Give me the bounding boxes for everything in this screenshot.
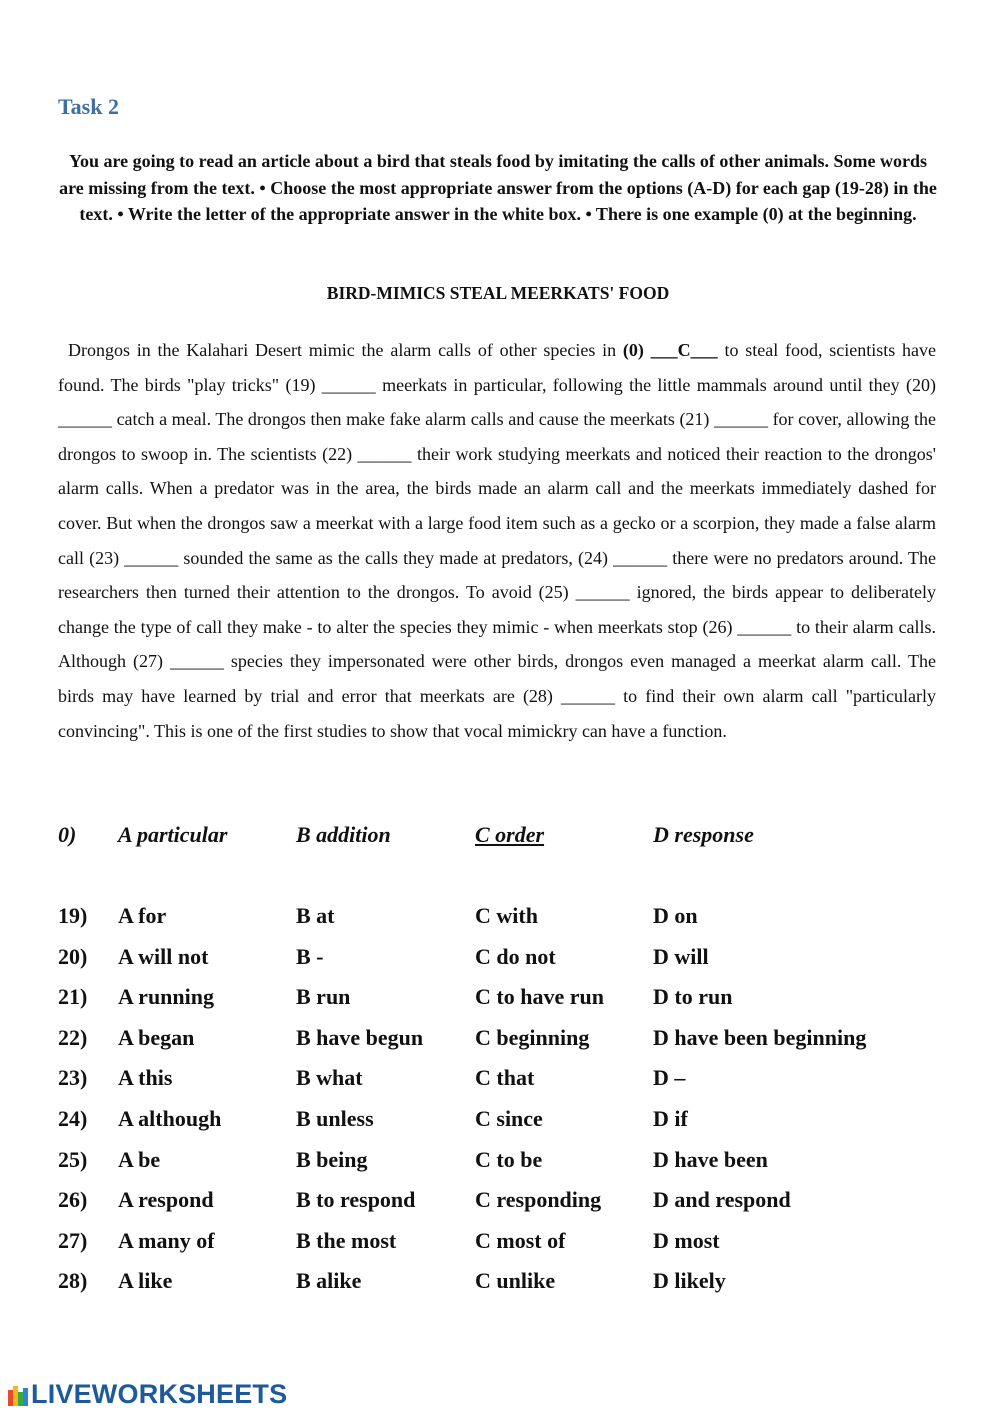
question-options-row	[58, 984, 938, 1014]
option-d: D have been beginning	[653, 1024, 867, 1050]
option-a: A be	[118, 1146, 161, 1172]
task-title: Task 2	[58, 94, 119, 119]
question-number: 27)	[58, 1227, 88, 1253]
option-c: C to be	[475, 1146, 543, 1172]
example-options-row	[58, 822, 938, 852]
option-d: D if	[653, 1106, 688, 1131]
example-gap-answer: ___C___	[650, 340, 718, 360]
question-number: 21)	[58, 984, 88, 1010]
option-c: C responding	[475, 1187, 602, 1213]
option-b: B addition	[296, 822, 391, 847]
option-d: D and respond	[653, 1187, 791, 1213]
article-text	[58, 333, 936, 748]
question-number: 20)	[58, 943, 88, 969]
question-options-row	[58, 1065, 938, 1095]
option-d: D response	[653, 822, 754, 847]
option-c-correct: C order	[475, 822, 545, 847]
option-c: C to have run	[475, 984, 604, 1010]
option-b: B being	[296, 1146, 368, 1172]
option-a: A like	[118, 1268, 173, 1294]
question-options-row	[58, 1106, 938, 1136]
question-options-row	[58, 1147, 938, 1177]
option-a: A although	[118, 1106, 222, 1131]
logo-text: LIVEWORKSHEETS	[31, 1378, 288, 1409]
option-d: D on	[653, 903, 698, 928]
option-c: C beginning	[475, 1024, 590, 1050]
question-options-row	[58, 1228, 938, 1258]
question-options-row	[58, 903, 938, 933]
option-c: C with	[475, 903, 538, 928]
question-number: 22)	[58, 1024, 88, 1050]
option-a: A this	[118, 1065, 173, 1091]
question-number: 26)	[58, 1187, 88, 1213]
question-number: 28)	[58, 1268, 88, 1294]
option-b: B to respond	[296, 1187, 416, 1213]
option-a: A particular	[118, 822, 228, 847]
option-a: A many of	[118, 1227, 215, 1253]
option-d: D most	[653, 1227, 720, 1253]
option-d: D will	[653, 943, 709, 969]
option-b: B have begun	[296, 1024, 424, 1050]
example-gap-number: (0)	[622, 340, 644, 360]
question-options-row	[58, 1025, 938, 1055]
option-a: A running	[118, 984, 214, 1010]
question-options-row	[58, 1268, 938, 1298]
option-b: B the most	[296, 1227, 397, 1253]
option-c: C most of	[475, 1227, 566, 1253]
option-b: B at	[296, 903, 335, 928]
article-body: to steal food, scientists have found. The birds "play tricks" (19) ______ meerkats in particular, following the little mammals around until they (20) ______ catch a meal. The drongos then make fake alarm calls and cause the meerkats (21) ______ for cover, allowing the drongos to swoop in. The scientists (22) ______ their work studying meerkats and noticed their reaction to the drongos' alarm calls. When a predator was in the area, the birds made an alarm call and the meerkats immediately dashed for cover. But when the drongos saw a meerkat with a large food item such as a gecko or a scorpion, they made a false alarm call (23) ______ sounded the same as the calls they made at predators, (24) ______ there were no predators around. The researchers then turned their attention to the drongos. To avoid (25) ______ ignored, the birds appear to deliberately change the type of call they make - to alter the species they mimic - when meerkats stop (26) ______ to their alarm calls. Although (27) ______ species they impersonated were other birds, drongos even managed a meerkat alarm call. The birds may have learned by trial and error that meerkats are (28) ______ to find their own alarm call "particularly convincing". This is one of the first studies to show that vocal mimickry can have a function.	[58, 340, 936, 741]
question-number: 24)	[58, 1106, 88, 1131]
logo-mark-icon	[8, 1382, 28, 1406]
option-b: B -	[296, 943, 324, 969]
option-b: B run	[296, 984, 351, 1010]
option-c: C unlike	[475, 1268, 556, 1294]
option-b: B alike	[296, 1268, 362, 1294]
option-a: A for	[118, 903, 167, 928]
option-a: A will not	[118, 943, 209, 969]
option-c: C that	[475, 1065, 535, 1091]
question-number: 19)	[58, 903, 88, 928]
question-number: 25)	[58, 1146, 88, 1172]
task-instructions: You are going to read an article about a bird that steals food by imitating the calls of other animals. Some words are missing from the text. • Choose the most appropriate answer from the options (A-D) for each gap (19-28) in the text. • Write the letter of the appropriate answer in the white box. • There is one example (0) at the beginning.	[59, 151, 937, 224]
question-options-row	[58, 1187, 938, 1217]
option-c: C do not	[475, 943, 556, 969]
option-number: 0)	[58, 822, 77, 847]
option-d: D have been	[653, 1146, 768, 1172]
option-b: B what	[296, 1065, 363, 1091]
article-heading: BIRD-MIMICS STEAL MEERKATS' FOOD	[326, 283, 670, 303]
option-d: D to run	[653, 984, 733, 1010]
option-d: D likely	[653, 1268, 726, 1294]
question-options-row	[58, 944, 938, 974]
option-d: D –	[653, 1065, 686, 1091]
option-b: B unless	[296, 1106, 374, 1131]
option-a: A began	[118, 1024, 195, 1050]
option-c: C since	[475, 1106, 543, 1131]
question-number: 23)	[58, 1065, 88, 1091]
liveworksheets-logo	[8, 1379, 287, 1409]
option-a: A respond	[118, 1187, 214, 1213]
article-intro: Drongos in the Kalahari Desert mimic the alarm calls of other species in	[68, 340, 623, 360]
